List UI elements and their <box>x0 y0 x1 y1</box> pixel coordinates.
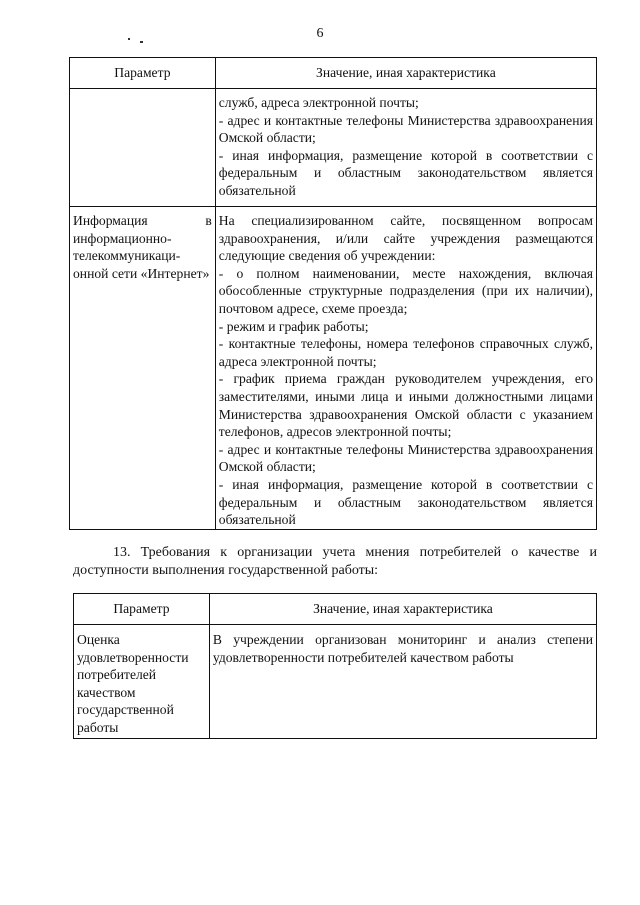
value-line: служб, адреса электронной почты; <box>218 95 419 110</box>
value-line: - о полном наименовании, месте нахождения, включая обособленные структурные подразделения (при их наличии), почтовом адресе, схеме проезда; <box>218 265 593 316</box>
header-value: Значение, иная характеристика <box>209 594 596 625</box>
table-row <box>74 625 597 739</box>
header-param: Параметр <box>70 58 216 89</box>
value-line: - адрес и контактные телефоны Министерства здравоохранения Омской области; <box>218 112 593 146</box>
value-line: - график приема граждан руководителем учреждения, его заместителями, иными лица и иными должностными лицами Министерства здравоохранения Омской области с указанием телефонов, адресов электронной почты; <box>218 371 593 440</box>
value-line: - адрес и контактные телефоны Министерства здравоохранения Омской области; <box>218 441 593 475</box>
scan-speck <box>128 38 130 40</box>
parameters-table-1 <box>69 57 597 530</box>
parameters-table-2 <box>73 593 597 739</box>
row2-param: Информация в информационно-телекоммуникаци-онной сети «Интернет» <box>70 207 216 530</box>
value-line: - режим и график работы; <box>218 318 369 334</box>
table-row <box>70 89 597 207</box>
row1-value <box>215 89 596 207</box>
value-line: - иная информация, размещение которой в соответствии с федеральным и областным законодательством является обязательной <box>218 476 593 528</box>
page-number: 6 <box>316 26 324 41</box>
header-param: Параметр <box>74 594 210 625</box>
scan-speck <box>140 41 143 43</box>
section-13-paragraph: 13. Требования к организации учета мнения потребителей о качестве и доступности выполнения государственной работы: <box>73 545 597 578</box>
row2-value <box>215 207 596 530</box>
table-header-row <box>70 58 597 89</box>
table-row <box>70 207 597 530</box>
value-line: - иная информация, размещение которой в соответствии с федеральным и областным законодательством является обязательной <box>218 147 593 198</box>
row1-param <box>70 89 216 207</box>
value-line: - контактные телефоны, номера телефонов справочных служб, адреса электронной почты; <box>218 336 593 369</box>
value-line: На специализированном сайте, посвященном вопросам здравоохранения, и/или сайте учреждения размещаются следующие сведения об учреждении: <box>218 213 593 264</box>
row1-value: В учреждении организован мониторинг и анализ степени удовлетворенности потребителей качеством работы <box>209 625 596 739</box>
header-value: Значение, иная характеристика <box>215 58 596 89</box>
table-header-row <box>74 594 597 625</box>
row1-param: Оценка удовлетворенности потребителей качеством государственной работы <box>74 625 210 739</box>
